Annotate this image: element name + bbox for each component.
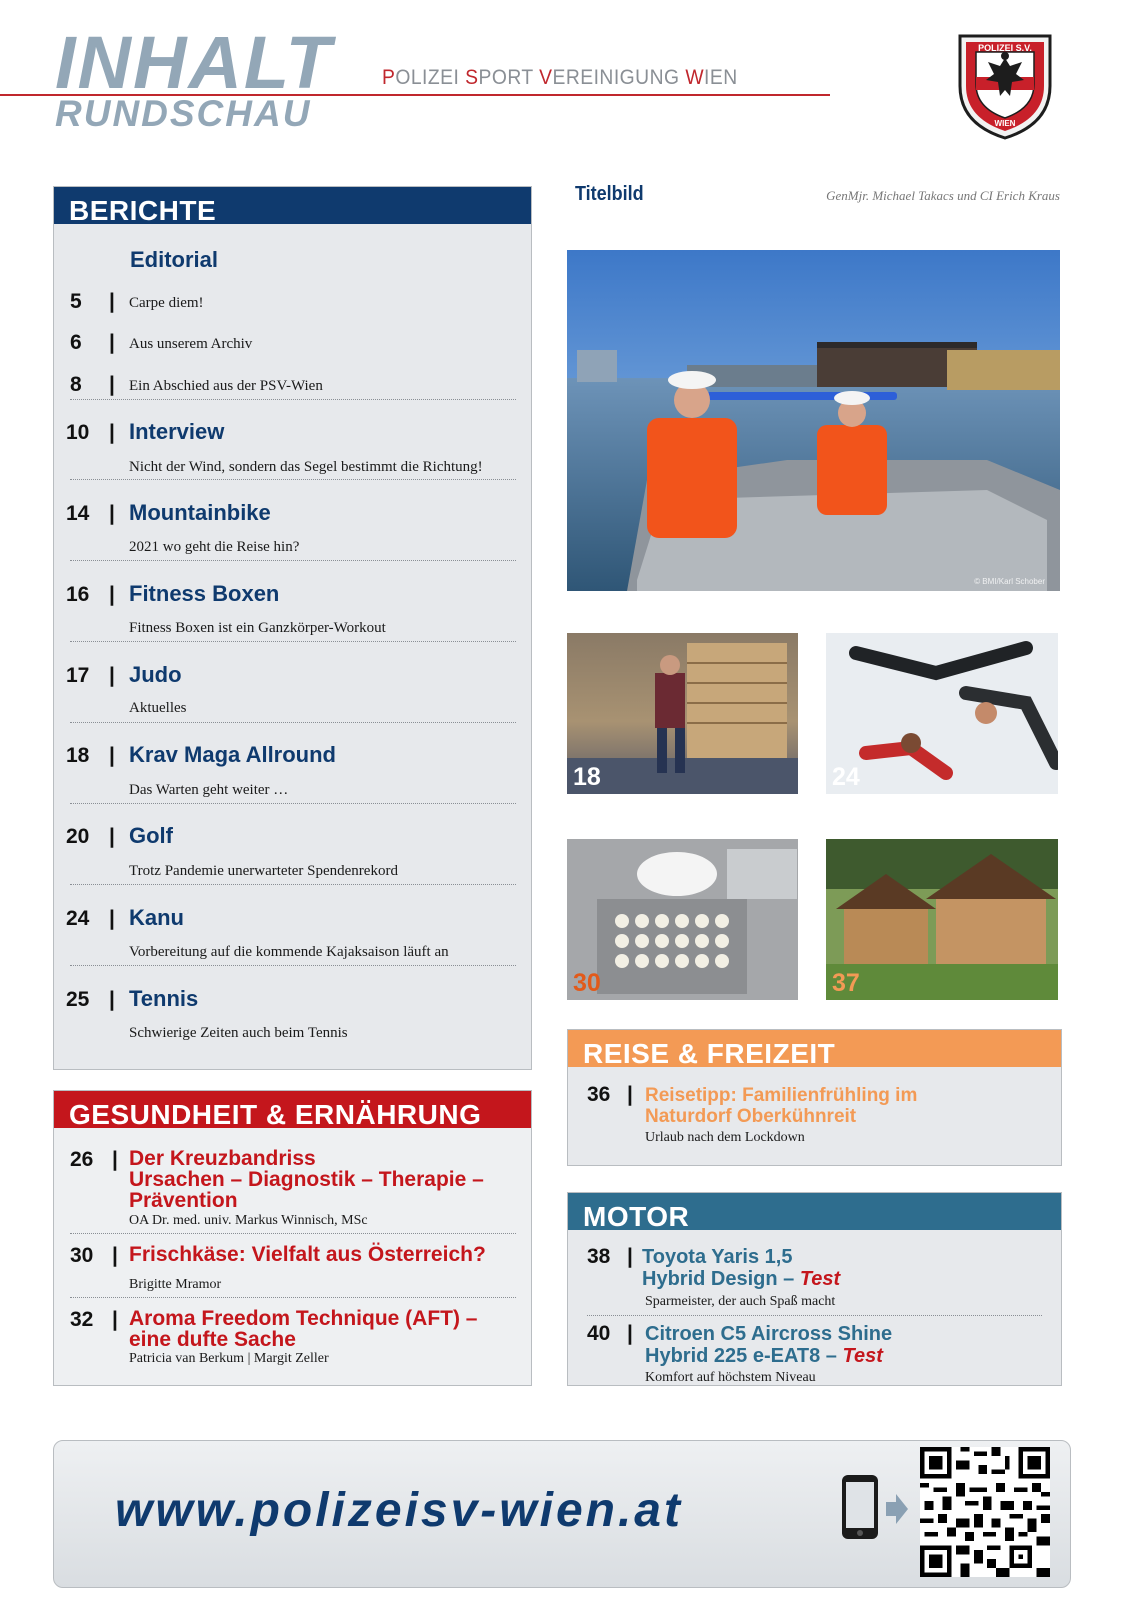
- org-initial: V: [539, 66, 553, 89]
- cover-caption: GenMjr. Michael Takacs und CI Erich Kraus: [826, 188, 1060, 203]
- org-word: OLIZEI: [395, 66, 466, 89]
- toc-separator: |: [109, 825, 115, 848]
- section-motor: [567, 1192, 1062, 1386]
- toc-entry-subtitle: Aktuelles: [129, 700, 187, 716]
- toc-page-number: 16: [66, 583, 90, 606]
- title-line: Citroen C5 Aircross Shine: [645, 1323, 893, 1345]
- toc-entry-subtitle: Urlaub nach dem Lockdown: [645, 1130, 805, 1145]
- dotted-divider: [70, 479, 516, 480]
- org-word: PORT: [478, 66, 540, 89]
- toc-page-number: 26: [70, 1148, 94, 1171]
- svg-text:POLIZEI S.V.: POLIZEI S.V.: [978, 43, 1032, 53]
- toc-page-number: 38: [587, 1245, 611, 1268]
- toc-entry-title[interactable]: [645, 1323, 892, 1367]
- toc-entry-title[interactable]: [129, 1148, 484, 1211]
- title-line: Toyota Yaris 1,5: [642, 1246, 793, 1268]
- toc-page-number: 40: [587, 1322, 611, 1345]
- org-word: EREINIGUNG: [552, 66, 686, 89]
- title-text: Hybrid 225 e-EAT8 –: [645, 1345, 843, 1367]
- toc-separator: |: [109, 421, 115, 444]
- toc-page-number: 24: [66, 907, 90, 930]
- thumbnail-page-number: 18: [573, 763, 601, 791]
- test-tag: Test: [799, 1268, 841, 1290]
- toc-entry-subtitle: 2021 wo geht die Reise hin?: [129, 539, 300, 555]
- toc-separator: |: [627, 1245, 633, 1268]
- toc-separator: |: [109, 988, 115, 1011]
- toc-entry-subtitle: Komfort auf höchstem Niveau: [645, 1370, 816, 1385]
- photo-credit: © BMI/Karl Schober: [974, 577, 1045, 586]
- section-heading: GESUNDHEIT & ERNÄHRUNG: [54, 1091, 531, 1128]
- toc-entry-title[interactable]: Interview: [129, 419, 225, 444]
- toc-entry-title[interactable]: [645, 1085, 917, 1127]
- page-title: INHALT: [55, 21, 333, 104]
- toc-entry-subtitle: Das Warten geht weiter …: [129, 782, 289, 798]
- toc-entry-title[interactable]: Mountainbike: [129, 500, 271, 525]
- thumbnail-photo[interactable]: [826, 839, 1058, 1000]
- thumbnail-image: [567, 839, 798, 1000]
- qr-code[interactable]: [920, 1447, 1050, 1577]
- toc-entry-link[interactable]: Aus unserem Archiv: [129, 336, 253, 352]
- toc-page-number: 8: [70, 373, 82, 396]
- title-line: eine dufte Sache: [129, 1328, 296, 1351]
- club-emblem-logo: [950, 22, 1060, 140]
- thumbnail-page-number: 37: [832, 969, 860, 997]
- org-name: [382, 66, 738, 90]
- website-link[interactable]: www.polizeisv-wien.at: [115, 1484, 683, 1537]
- toc-separator: |: [627, 1083, 633, 1106]
- arrow-right-icon: [886, 1494, 908, 1524]
- toc-page-number: 6: [70, 331, 82, 354]
- thumbnail-page-number: 30: [573, 969, 601, 997]
- thumbnail-photo[interactable]: [826, 633, 1058, 794]
- title-line: [642, 1268, 840, 1290]
- toc-entry-title[interactable]: [642, 1246, 840, 1290]
- dotted-divider: [70, 884, 516, 885]
- toc-separator: |: [109, 744, 115, 767]
- page-subtitle: RUNDSCHAU: [55, 93, 312, 134]
- toc-separator: |: [112, 1244, 118, 1267]
- toc-entry-title[interactable]: Judo: [129, 662, 182, 687]
- toc-entry-title[interactable]: Golf: [129, 823, 173, 848]
- toc-separator: |: [109, 583, 115, 606]
- toc-entry-subtitle: OA Dr. med. univ. Markus Winnisch, MSc: [129, 1213, 368, 1228]
- svg-text:WIEN: WIEN: [994, 119, 1016, 128]
- title-line: Prävention: [129, 1189, 238, 1212]
- dotted-divider: [70, 399, 516, 400]
- toc-entry-subtitle: Trotz Pandemie unerwarteter Spendenrekord: [129, 863, 398, 879]
- toc-separator: |: [109, 907, 115, 930]
- toc-entry-title[interactable]: Tennis: [129, 986, 199, 1011]
- test-tag: Test: [842, 1345, 883, 1367]
- title-line: [645, 1345, 892, 1367]
- thumbnail-photo[interactable]: [567, 839, 798, 1000]
- title-line: Ursachen – Diagnostik – Therapie –: [129, 1168, 484, 1191]
- toc-separator: |: [109, 331, 115, 354]
- toc-page-number: 18: [66, 744, 90, 767]
- dotted-divider: [70, 965, 516, 966]
- toc-entry-title[interactable]: Frischkäse: Vielfalt aus Österreich?: [129, 1243, 486, 1266]
- dotted-divider: [70, 722, 516, 723]
- dotted-divider: [70, 1233, 516, 1234]
- title-text: Hybrid Design –: [642, 1268, 800, 1290]
- toc-page-number: 32: [70, 1308, 94, 1331]
- toc-entry-title[interactable]: [129, 1308, 477, 1350]
- org-initial: P: [382, 66, 396, 89]
- toc-separator: |: [112, 1148, 118, 1171]
- toc-entry-link[interactable]: Ein Abschied aus der PSV-Wien: [129, 378, 323, 394]
- toc-separator: |: [109, 664, 115, 687]
- thumbnail-page-number: 24: [832, 763, 860, 791]
- org-initial: W: [685, 66, 705, 89]
- toc-page-number: 20: [66, 825, 90, 848]
- toc-entry-subtitle: Brigitte Mramor: [129, 1277, 222, 1292]
- thumbnail-image: [567, 633, 798, 794]
- dotted-divider: [70, 641, 516, 642]
- toc-entry-subtitle: Nicht der Wind, sondern das Segel bestimmt die Richtung!: [129, 459, 483, 475]
- toc-page-number: 36: [587, 1083, 611, 1106]
- toc-page-number: 14: [66, 502, 90, 525]
- toc-entry-title[interactable]: Krav Maga Allround: [129, 742, 336, 767]
- toc-entry-link[interactable]: Carpe diem!: [129, 295, 204, 311]
- title-line: Naturdorf Oberkühnreit: [645, 1106, 857, 1127]
- section-heading: REISE & FREIZEIT: [568, 1030, 1061, 1067]
- toc-entry-subtitle: Patricia van Berkum | Margit Zeller: [129, 1351, 329, 1366]
- title-line: Der Kreuzbandriss: [129, 1147, 316, 1170]
- section-gesundheit: [53, 1090, 532, 1386]
- toc-separator: |: [109, 373, 115, 396]
- toc-entry-subtitle: Sparmeister, der auch Spaß macht: [645, 1294, 836, 1309]
- section-reise: [567, 1029, 1062, 1166]
- cover-label: Titelbild: [575, 183, 644, 205]
- org-word: IEN: [704, 66, 738, 89]
- section-heading: BERICHTE: [54, 187, 531, 224]
- toc-entry-subtitle: Fitness Boxen ist ein Ganzkörper-Workout: [129, 620, 386, 636]
- toc-page-number: 17: [66, 664, 90, 687]
- cover-photo: [567, 250, 1060, 591]
- editorial-label: Editorial: [130, 247, 219, 272]
- toc-entry-subtitle: Vorbereitung auf die kommende Kajaksaison läuft an: [129, 944, 449, 960]
- toc-page-number: 30: [70, 1244, 94, 1267]
- toc-separator: |: [109, 290, 115, 313]
- section-heading: MOTOR: [568, 1193, 1061, 1230]
- title-line: Reisetipp: Familienfrühling im: [645, 1085, 918, 1106]
- dotted-divider: [587, 1315, 1042, 1316]
- section-berichte: [53, 186, 532, 1070]
- org-initial: S: [465, 66, 479, 89]
- toc-entry-title[interactable]: Fitness Boxen: [129, 581, 280, 606]
- dotted-divider: [70, 1297, 516, 1298]
- thumbnail-photo[interactable]: [567, 633, 798, 794]
- toc-separator: |: [627, 1322, 633, 1345]
- toc-separator: |: [109, 502, 115, 525]
- toc-entry-subtitle: Schwierige Zeiten auch beim Tennis: [129, 1025, 348, 1041]
- toc-page-number: 25: [66, 988, 90, 1011]
- toc-entry-title[interactable]: Kanu: [129, 905, 184, 930]
- thumbnail-image: [826, 633, 1058, 794]
- toc-separator: |: [112, 1308, 118, 1331]
- dotted-divider: [70, 803, 516, 804]
- dotted-divider: [70, 560, 516, 561]
- toc-page-number: 10: [66, 421, 90, 444]
- thumbnail-image: [826, 839, 1058, 1000]
- smartphone-icon: [840, 1473, 880, 1541]
- toc-page-number: 5: [70, 290, 82, 313]
- title-line: Aroma Freedom Technique (AFT) –: [129, 1307, 478, 1330]
